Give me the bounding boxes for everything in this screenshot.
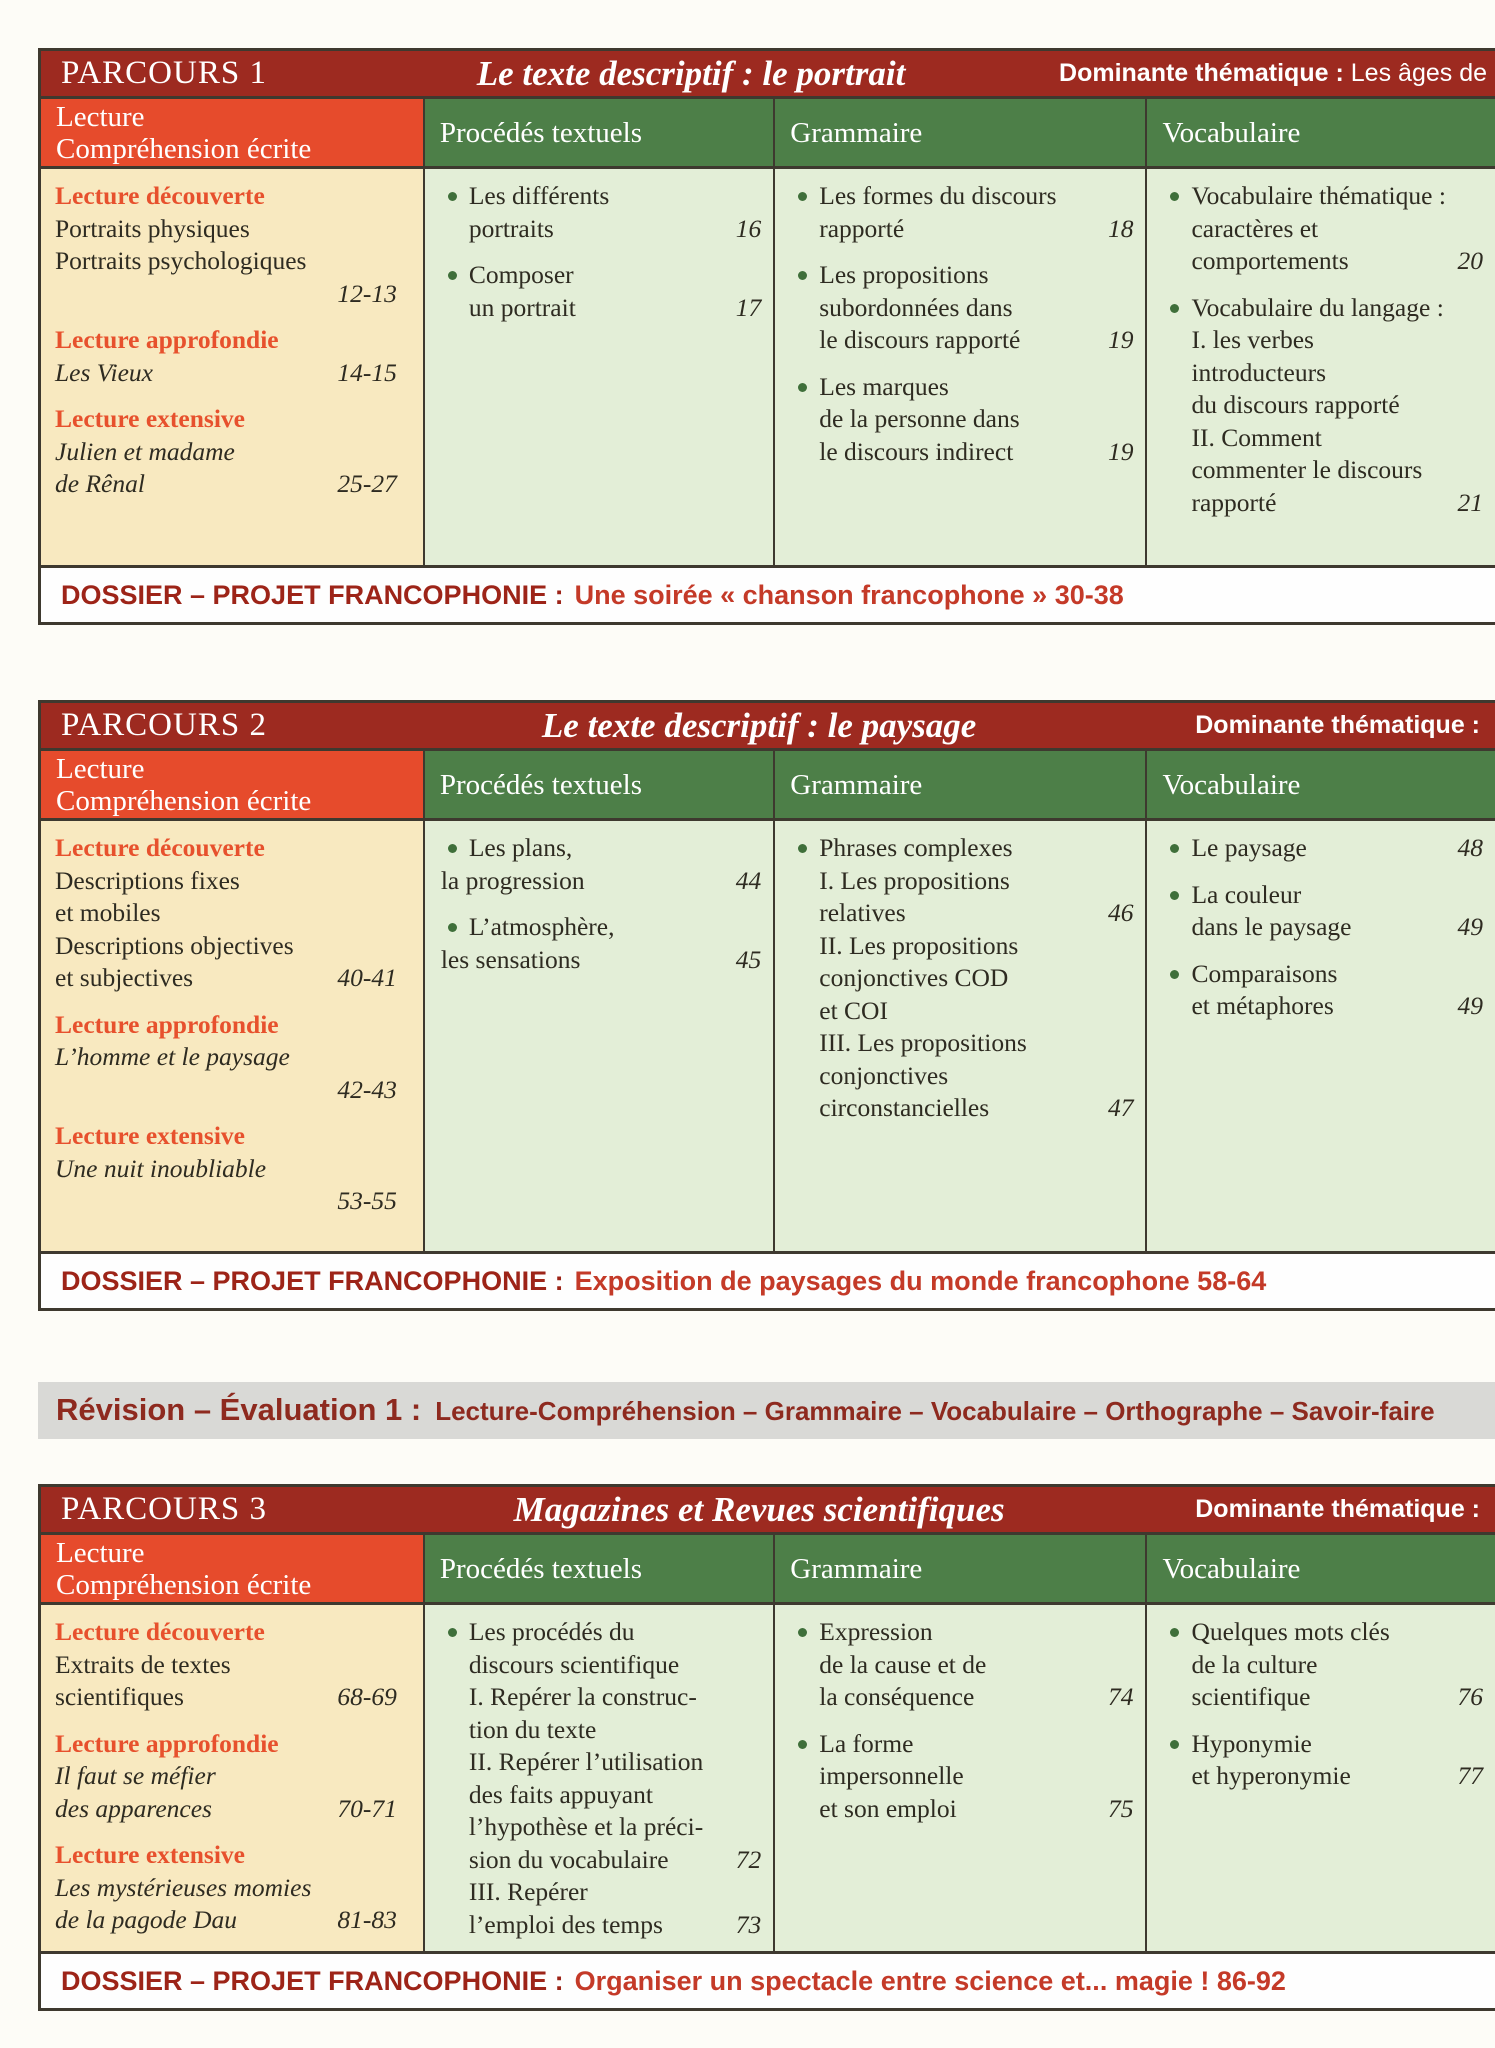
page-number: 19 bbox=[1107, 436, 1134, 466]
toc-column-grammaire bbox=[775, 169, 1147, 565]
dominante-thematique bbox=[1059, 59, 1487, 88]
page-number: 25-27 bbox=[337, 469, 397, 498]
toc-line-text: rapporté bbox=[819, 213, 905, 243]
toc-line-text: La couleur bbox=[1191, 879, 1302, 909]
toc-line-text: Lecture approfondie bbox=[55, 1728, 279, 1758]
toc-line-text: II. Repérer l’utilisation bbox=[468, 1747, 704, 1776]
toc-line bbox=[789, 930, 1133, 963]
column-header-text: Vocabulaire bbox=[1162, 116, 1301, 149]
toc-line bbox=[55, 1120, 397, 1153]
page-number: 47 bbox=[1107, 1093, 1134, 1122]
toc-line bbox=[439, 1811, 761, 1844]
page-number: 76 bbox=[1457, 1682, 1483, 1711]
toc-line-text: I. les verbes bbox=[1191, 325, 1314, 354]
toc-line bbox=[55, 930, 397, 963]
toc-line bbox=[1161, 180, 1483, 213]
parcours-3-table bbox=[38, 1484, 1495, 2011]
toc-line-text: Les propositions bbox=[819, 260, 989, 289]
toc-line-text: Lecture extensive bbox=[55, 1840, 246, 1869]
toc-line-text: de la pagode Dau bbox=[55, 1905, 238, 1934]
column-header-vocabulaire bbox=[1147, 1535, 1495, 1602]
column-header-vocabulaire bbox=[1147, 99, 1495, 166]
column-header-grammaire bbox=[775, 99, 1147, 166]
dominante-label: Dominante thématique : bbox=[1195, 1495, 1480, 1523]
page-number: 19 bbox=[1107, 325, 1134, 354]
column-header-grammaire bbox=[775, 751, 1147, 818]
page-number: 49 bbox=[1457, 991, 1483, 1020]
toc-line-text: subordonnées dans bbox=[819, 292, 1013, 322]
toc-line-text: caractères et bbox=[1191, 213, 1319, 243]
toc-line bbox=[1161, 958, 1483, 991]
column-header-text: Grammaire bbox=[790, 768, 923, 801]
toc-line-text: de Rênal bbox=[55, 469, 145, 498]
toc-line-text: Julien et madame bbox=[55, 436, 235, 466]
toc-line-text: Vocabulaire thématique : bbox=[1191, 181, 1446, 210]
parcours-header-band bbox=[41, 51, 1495, 99]
toc-line-text: et hyperonymie bbox=[1191, 1761, 1351, 1790]
toc-line bbox=[1161, 1728, 1483, 1761]
page-number: 12-13 bbox=[337, 278, 397, 308]
column-header-procedes-textuels bbox=[425, 1535, 775, 1602]
dossier-row bbox=[41, 1951, 1495, 2008]
bullet-icon bbox=[1170, 970, 1179, 979]
toc-line-text: portraits bbox=[468, 213, 554, 243]
toc-line bbox=[789, 832, 1133, 865]
toc-line-text: Descriptions objectives bbox=[55, 930, 294, 960]
parcours-label: PARCOURS 2 bbox=[61, 707, 267, 743]
bullet-icon bbox=[798, 383, 807, 392]
toc-line bbox=[55, 245, 397, 278]
toc-line-text: introducteurs bbox=[1191, 357, 1327, 387]
toc-line-text: et métaphores bbox=[1191, 991, 1334, 1020]
toc-line-text: Vocabulaire du langage : bbox=[1191, 292, 1444, 322]
toc-line bbox=[55, 832, 397, 865]
toc-line-text: Les procédés du bbox=[468, 1617, 635, 1646]
toc-line-text: de la personne dans bbox=[819, 404, 1020, 433]
toc-line bbox=[55, 278, 397, 311]
toc-line-text: un portrait bbox=[468, 292, 576, 322]
toc-line bbox=[55, 1074, 397, 1107]
toc-line-text: L’homme et le paysage bbox=[55, 1042, 290, 1071]
toc-line-text: Lecture découverte bbox=[55, 181, 265, 210]
toc-line bbox=[789, 324, 1133, 357]
parcours-1-table bbox=[38, 48, 1495, 625]
toc-line-text: Hyponymie bbox=[1191, 1728, 1312, 1758]
column-header-text: Vocabulaire bbox=[1162, 1552, 1301, 1585]
toc-line bbox=[1161, 1681, 1483, 1714]
toc-line-text: et subjectives bbox=[55, 963, 194, 992]
column-header-text: Grammaire bbox=[790, 1552, 923, 1585]
toc-line bbox=[1161, 1616, 1483, 1649]
revision-evaluation-band bbox=[38, 1382, 1495, 1439]
toc-line-text: des faits appuyant bbox=[468, 1779, 653, 1809]
toc-line bbox=[55, 1153, 397, 1186]
page-number: 53-55 bbox=[337, 1186, 397, 1215]
page-number: 74 bbox=[1107, 1682, 1134, 1711]
column-header-text: Compréhension écrite bbox=[56, 1568, 312, 1601]
toc-line bbox=[789, 897, 1133, 930]
toc-line-text: Descriptions fixes bbox=[55, 865, 240, 895]
toc-line-text: et mobiles bbox=[55, 898, 161, 927]
toc-line-text: Lecture découverte bbox=[55, 1617, 265, 1646]
toc-line bbox=[789, 1027, 1133, 1060]
toc-line bbox=[789, 292, 1133, 325]
toc-line bbox=[55, 468, 397, 501]
page-number: 72 bbox=[735, 1844, 762, 1874]
toc-line bbox=[55, 324, 397, 357]
toc-line bbox=[1161, 213, 1483, 246]
toc-line-text: III. Les propositions bbox=[819, 1028, 1027, 1057]
dossier-row bbox=[41, 1251, 1495, 1308]
toc-line bbox=[439, 1909, 761, 1942]
toc-line bbox=[789, 259, 1133, 292]
column-header-grammaire bbox=[775, 1535, 1147, 1602]
parcours-title: Le texte descriptif : le paysage bbox=[541, 705, 977, 745]
toc-line bbox=[439, 180, 761, 213]
toc-line bbox=[789, 1616, 1133, 1649]
toc-line-text: de la culture bbox=[1191, 1649, 1318, 1679]
dossier-text: Exposition de paysages du monde francophone 58-64 bbox=[574, 1265, 1267, 1296]
toc-line-text: discours scientifique bbox=[468, 1649, 680, 1679]
page-number: 48 bbox=[1457, 833, 1483, 862]
page-number: 77 bbox=[1457, 1761, 1483, 1790]
toc-line-text: II. Comment bbox=[1191, 422, 1322, 452]
toc-line bbox=[55, 1872, 397, 1905]
toc-line bbox=[439, 259, 761, 292]
toc-line bbox=[439, 1779, 761, 1812]
toc-line bbox=[1161, 487, 1483, 520]
bullet-icon bbox=[1170, 304, 1179, 313]
column-header-lecture bbox=[41, 99, 425, 166]
column-header-text: Lecture bbox=[56, 1536, 145, 1569]
toc-line-text: des apparences bbox=[55, 1793, 212, 1823]
page-number: 68-69 bbox=[337, 1682, 397, 1711]
toc-line-text: Lecture approfondie bbox=[55, 1009, 279, 1039]
toc-line bbox=[789, 865, 1133, 898]
toc-column-grammaire bbox=[775, 821, 1147, 1251]
toc-line-text: Extraits de textes bbox=[55, 1649, 231, 1679]
dossier-label: DOSSIER – PROJET FRANCOPHONIE : bbox=[61, 1265, 564, 1296]
toc-line-text: Phrases complexes bbox=[819, 833, 1013, 862]
page-number: 49 bbox=[1457, 912, 1483, 941]
page-number: 16 bbox=[735, 213, 762, 243]
page-number: 70-71 bbox=[337, 1793, 397, 1823]
dominante-thematique bbox=[1195, 1495, 1487, 1524]
toc-line-text: Le paysage bbox=[1191, 833, 1307, 862]
toc-line-text: sion du vocabulaire bbox=[468, 1844, 669, 1874]
toc-line bbox=[1161, 292, 1483, 325]
toc-line bbox=[439, 1681, 761, 1714]
toc-line bbox=[55, 403, 397, 436]
toc-line bbox=[55, 1904, 397, 1937]
toc-line bbox=[55, 180, 397, 213]
toc-line bbox=[55, 1839, 397, 1872]
toc-line bbox=[55, 1649, 397, 1682]
toc-line-text: scientifique bbox=[1191, 1682, 1311, 1711]
toc-line bbox=[55, 1185, 397, 1218]
toc-column-procedes-textuels bbox=[425, 1605, 775, 1951]
toc-line bbox=[1161, 389, 1483, 422]
toc-line bbox=[1161, 245, 1483, 278]
toc-line bbox=[439, 292, 761, 325]
page-number: 81-83 bbox=[337, 1905, 397, 1934]
toc-line bbox=[789, 1092, 1133, 1125]
toc-line bbox=[55, 1009, 397, 1042]
dominante-value: Les âges de bbox=[1350, 59, 1487, 87]
toc-line bbox=[1161, 879, 1483, 912]
toc-line-text: Les formes du discours bbox=[819, 181, 1057, 210]
toc-column-vocabulaire bbox=[1147, 169, 1495, 565]
toc-line-text: Portraits psychologiques bbox=[55, 246, 307, 275]
toc-line-text: scientifiques bbox=[55, 1682, 184, 1711]
page-number: 14-15 bbox=[337, 357, 397, 387]
toc-line bbox=[439, 944, 761, 977]
revision-label: Révision – Évaluation 1 : bbox=[56, 1392, 422, 1427]
toc-line bbox=[1161, 422, 1483, 455]
toc-line bbox=[439, 865, 761, 898]
column-header-row bbox=[41, 99, 1495, 169]
toc-line bbox=[789, 1760, 1133, 1793]
toc-line-text: Lecture approfondie bbox=[55, 325, 279, 354]
toc-line-text: conjonctives COD bbox=[819, 963, 1009, 992]
parcours-header-band bbox=[41, 703, 1495, 751]
toc-line-text: l’emploi des temps bbox=[468, 1909, 663, 1939]
toc-line-text: rapporté bbox=[1191, 487, 1277, 517]
page-number: 40-41 bbox=[337, 963, 397, 992]
toc-line bbox=[439, 1649, 761, 1682]
bullet-icon bbox=[448, 192, 457, 201]
toc-line-text: L’atmosphère, bbox=[468, 912, 615, 941]
toc-line-text: et COI bbox=[819, 995, 888, 1025]
toc-line bbox=[439, 213, 761, 246]
parcours-body-row bbox=[41, 821, 1495, 1251]
parcours-title: Le texte descriptif : le portrait bbox=[476, 53, 906, 93]
toc-line bbox=[55, 962, 397, 995]
toc-line-text: Les marques bbox=[819, 371, 949, 401]
page-number: 17 bbox=[735, 292, 762, 322]
toc-line bbox=[1161, 990, 1483, 1023]
parcours-body-row bbox=[41, 1605, 1495, 1951]
toc-line bbox=[789, 1649, 1133, 1682]
toc-column-vocabulaire bbox=[1147, 1605, 1495, 1951]
toc-line-text: comportements bbox=[1191, 246, 1349, 275]
column-header-text: Compréhension écrite bbox=[56, 132, 312, 165]
toc-line-text: Lecture découverte bbox=[55, 833, 265, 862]
dossier-text: Une soirée « chanson francophone » 30-38 bbox=[574, 579, 1124, 610]
column-header-text: Compréhension écrite bbox=[56, 784, 312, 817]
toc-line-text: les sensations bbox=[440, 944, 581, 974]
toc-line bbox=[1161, 324, 1483, 357]
toc-line-text: la progression bbox=[440, 865, 585, 895]
dossier-label: DOSSIER – PROJET FRANCOPHONIE : bbox=[61, 579, 564, 610]
column-header-procedes-textuels bbox=[425, 751, 775, 818]
bullet-icon bbox=[448, 1628, 457, 1637]
toc-line bbox=[55, 1681, 397, 1714]
parcours-label: PARCOURS 1 bbox=[61, 55, 267, 91]
column-header-procedes-textuels bbox=[425, 99, 775, 166]
toc-line bbox=[789, 1728, 1133, 1761]
toc-line-text: II. Les propositions bbox=[819, 930, 1019, 960]
toc-line bbox=[1161, 357, 1483, 390]
dossier-row bbox=[41, 565, 1495, 622]
toc-column-procedes-textuels bbox=[425, 821, 775, 1251]
toc-line-text: Quelques mots clés bbox=[1191, 1617, 1390, 1646]
page-number: 20 bbox=[1457, 246, 1483, 275]
toc-line-text: de la cause et de bbox=[819, 1649, 987, 1679]
page-number: 46 bbox=[1107, 898, 1134, 927]
dossier-text: Organiser un spectacle entre science et... magie ! 86-92 bbox=[574, 1965, 1286, 1996]
bullet-icon bbox=[448, 844, 457, 853]
column-header-row bbox=[41, 1535, 1495, 1605]
toc-line-text: l’hypothèse et la préci- bbox=[468, 1812, 704, 1841]
toc-line-text: le discours rapporté bbox=[819, 325, 1021, 354]
toc-line-text: et son emploi bbox=[819, 1793, 957, 1823]
toc-line bbox=[55, 865, 397, 898]
column-header-vocabulaire bbox=[1147, 751, 1495, 818]
toc-line-text: Comparaisons bbox=[1191, 958, 1338, 988]
dominante-thematique bbox=[1195, 711, 1487, 740]
toc-line-text: Portraits physiques bbox=[55, 213, 250, 243]
toc-line bbox=[789, 213, 1133, 246]
toc-column-lecture bbox=[41, 821, 425, 1251]
toc-line bbox=[439, 911, 761, 944]
toc-line bbox=[789, 962, 1133, 995]
toc-line bbox=[439, 1876, 761, 1909]
toc-line bbox=[439, 1714, 761, 1747]
parcours-2-table bbox=[38, 700, 1495, 1311]
toc-line bbox=[789, 403, 1133, 436]
bullet-icon bbox=[798, 1740, 807, 1749]
page-number: 75 bbox=[1107, 1793, 1134, 1823]
bullet-icon bbox=[448, 271, 457, 280]
toc-line-text: La forme bbox=[819, 1728, 914, 1758]
toc-line-text: commenter le discours bbox=[1191, 455, 1423, 484]
toc-line bbox=[55, 1728, 397, 1761]
toc-line-text: Une nuit inoubliable bbox=[55, 1153, 267, 1183]
column-header-row bbox=[41, 751, 1495, 821]
toc-line-text: relatives bbox=[819, 898, 906, 927]
column-header-text: Procédés textuels bbox=[439, 768, 642, 801]
toc-line bbox=[55, 1793, 397, 1826]
toc-line-text: Les différents bbox=[468, 181, 610, 210]
column-header-text: Procédés textuels bbox=[439, 116, 642, 149]
toc-line bbox=[789, 180, 1133, 213]
page-number: 45 bbox=[735, 944, 762, 974]
toc-line bbox=[55, 1760, 397, 1793]
toc-line bbox=[439, 1844, 761, 1877]
toc-column-vocabulaire bbox=[1147, 821, 1495, 1251]
page-number: 18 bbox=[1107, 213, 1134, 243]
dominante-label: Dominante thématique : bbox=[1195, 711, 1480, 739]
page-number: 73 bbox=[735, 1909, 762, 1939]
toc-line bbox=[789, 1681, 1133, 1714]
toc-line-text: le discours indirect bbox=[819, 436, 1014, 466]
column-header-text: Grammaire bbox=[790, 116, 923, 149]
toc-line bbox=[439, 1746, 761, 1779]
bullet-icon bbox=[1170, 891, 1179, 900]
toc-line-text: III. Repérer bbox=[468, 1877, 588, 1906]
toc-line-text: impersonnelle bbox=[819, 1761, 964, 1790]
page-number: 21 bbox=[1457, 487, 1483, 517]
toc-column-lecture bbox=[41, 169, 425, 565]
column-header-text: Vocabulaire bbox=[1162, 768, 1301, 801]
toc-column-grammaire bbox=[775, 1605, 1147, 1951]
toc-line bbox=[55, 897, 397, 930]
toc-line bbox=[1161, 454, 1483, 487]
bullet-icon bbox=[448, 923, 457, 932]
toc-line bbox=[789, 995, 1133, 1028]
toc-line bbox=[55, 213, 397, 246]
toc-line-text: Les Vieux bbox=[55, 357, 153, 387]
parcours-body-row bbox=[41, 169, 1495, 565]
toc-line-text: conjonctives bbox=[819, 1060, 949, 1090]
toc-line-text: circonstancielles bbox=[819, 1093, 990, 1122]
dossier-label: DOSSIER – PROJET FRANCOPHONIE : bbox=[61, 1965, 564, 1996]
toc-line-text: du discours rapporté bbox=[1191, 390, 1400, 419]
toc-line-text: Expression bbox=[819, 1617, 933, 1646]
toc-line bbox=[55, 436, 397, 469]
toc-line-text: Lecture extensive bbox=[55, 1121, 246, 1150]
toc-line bbox=[439, 832, 761, 865]
toc-line bbox=[1161, 1760, 1483, 1793]
parcours-title: Magazines et Revues scientifiques bbox=[513, 1489, 1005, 1529]
toc-line bbox=[1161, 832, 1483, 865]
toc-line bbox=[789, 1793, 1133, 1826]
page-number: 44 bbox=[735, 865, 762, 895]
toc-column-procedes-textuels bbox=[425, 169, 775, 565]
toc-line-text: I. Les propositions bbox=[819, 865, 1010, 895]
column-header-text: Procédés textuels bbox=[439, 1552, 642, 1585]
column-header-text: Lecture bbox=[56, 752, 145, 785]
column-header-lecture bbox=[41, 1535, 425, 1602]
toc-line-text: Composer bbox=[468, 260, 574, 289]
toc-line bbox=[1161, 1649, 1483, 1682]
column-header-text: Lecture bbox=[56, 100, 145, 133]
toc-line-text: Lecture extensive bbox=[55, 404, 246, 433]
toc-line-text: Il faut se méfier bbox=[55, 1761, 216, 1790]
parcours-header-band bbox=[41, 1487, 1495, 1535]
toc-line-text: Les plans, bbox=[468, 833, 573, 862]
toc-line bbox=[789, 1060, 1133, 1093]
toc-line bbox=[1161, 911, 1483, 944]
toc-line-text: tion du texte bbox=[468, 1714, 597, 1744]
toc-column-lecture bbox=[41, 1605, 425, 1951]
toc-line bbox=[789, 436, 1133, 469]
toc-line bbox=[55, 357, 397, 390]
dominante-label: Dominante thématique : bbox=[1059, 59, 1344, 87]
page-number: 42-43 bbox=[337, 1074, 397, 1104]
column-header-lecture bbox=[41, 751, 425, 818]
toc-line-text: I. Repérer la construc- bbox=[468, 1682, 697, 1711]
toc-line bbox=[789, 371, 1133, 404]
toc-line-text: Les mystérieuses momies bbox=[55, 1872, 312, 1902]
toc-line bbox=[55, 1041, 397, 1074]
toc-line bbox=[439, 1616, 761, 1649]
toc-line-text: la conséquence bbox=[819, 1682, 975, 1711]
toc-line bbox=[55, 1616, 397, 1649]
parcours-label: PARCOURS 3 bbox=[61, 1491, 267, 1527]
toc-line-text: dans le paysage bbox=[1191, 912, 1352, 941]
revision-text: Lecture-Compréhension – Grammaire – Vocabulaire – Orthographe – Savoir-faire bbox=[435, 1396, 1435, 1426]
bullet-icon bbox=[1170, 1740, 1179, 1749]
